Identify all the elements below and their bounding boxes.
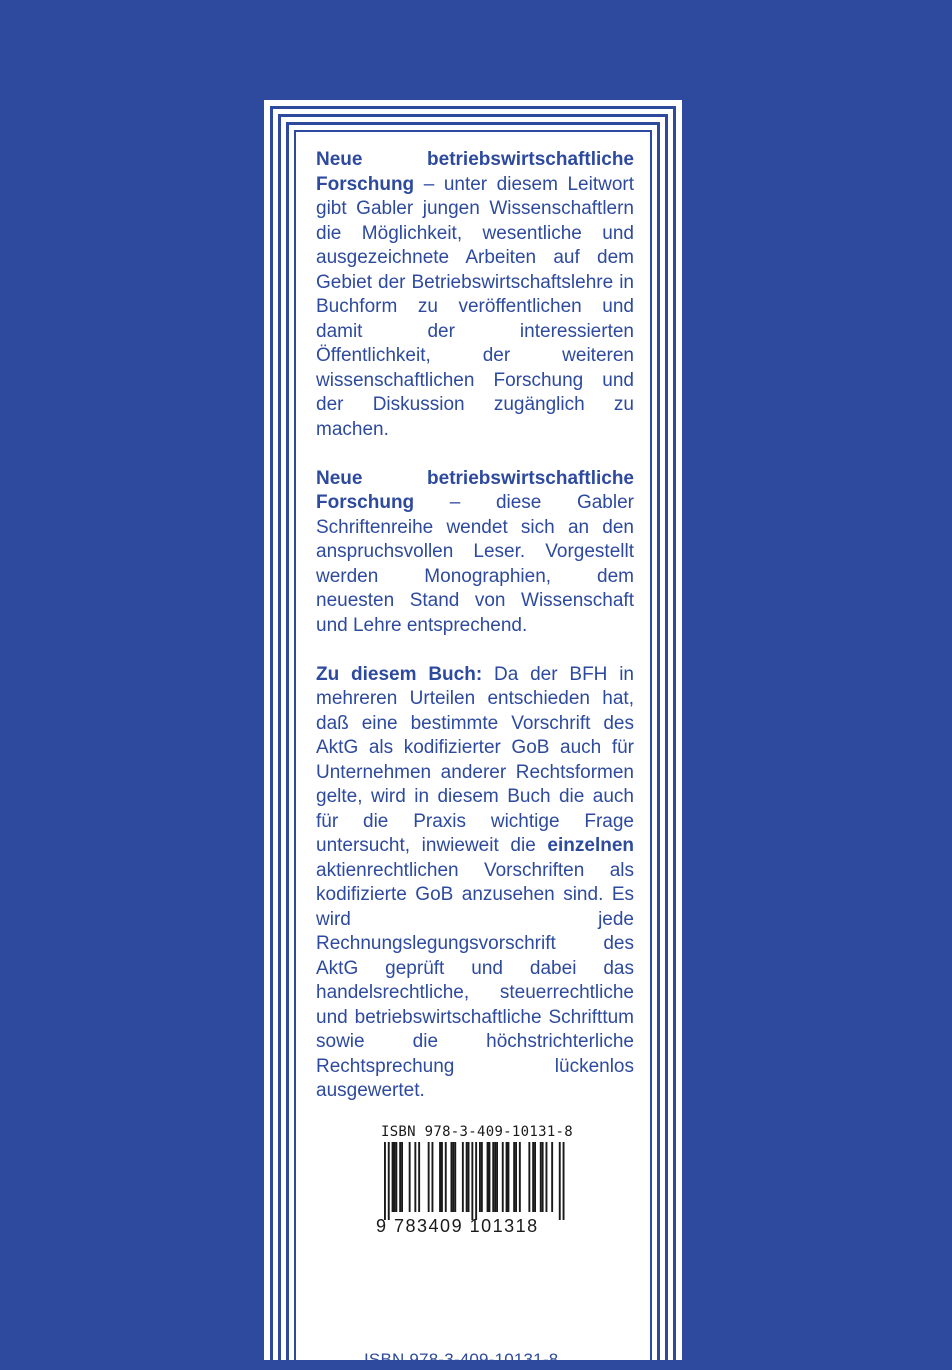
barcode-bar <box>508 1142 510 1212</box>
barcode-bar <box>534 1142 536 1212</box>
series-intro-paragraph <box>316 148 634 442</box>
barcode-bar <box>451 1142 453 1212</box>
barcode-bar <box>492 1142 494 1212</box>
barcode-bar <box>462 1142 464 1212</box>
barcode-bar <box>532 1142 534 1212</box>
cover-panel <box>264 100 682 1369</box>
barcode-bar <box>502 1142 504 1212</box>
barcode-bar <box>418 1142 420 1212</box>
series-title-lead-2: Neue betriebswirtschaftliche Forschung <box>316 467 634 513</box>
barcode-bar <box>414 1142 416 1212</box>
barcode-bar <box>395 1142 397 1212</box>
book-description-paragraph <box>316 663 634 1104</box>
barcode-bar <box>479 1142 481 1212</box>
barcode-bar <box>471 1142 473 1220</box>
barcode-bar <box>394 1142 396 1212</box>
ean-digits: 9 783409 101318 <box>376 1216 539 1236</box>
book-description-body-2: aktienrechtlichen Vorschriften als kodifizierte GoB anzusehen sind. Es wird jede Rechnungslegungsvorschrift des AktG geprüft und dabei das handelsrechtliche, steuerrechtliche und betriebswirtschaftliche Schrifttum sowie die höchstrichterliche Rechtsprechung lückenlos ausgewertet. <box>316 859 634 1101</box>
ean-barcode <box>372 1142 572 1220</box>
barcode-bar <box>513 1142 515 1212</box>
barcode-bar <box>506 1142 508 1212</box>
barcode-bar <box>551 1142 553 1212</box>
barcode-bar <box>466 1142 468 1212</box>
barcode-bar <box>401 1142 403 1212</box>
series-audience-paragraph <box>316 467 634 639</box>
barcode-bar <box>454 1142 456 1212</box>
barcode-bar <box>384 1142 386 1220</box>
barcode-bar <box>481 1142 483 1212</box>
barcode-bar <box>515 1142 517 1212</box>
barcode-bar <box>432 1142 434 1212</box>
barcode-isbn-label: ISBN 978-3-409-10131-8 <box>380 1124 574 1140</box>
barcode-bar <box>428 1142 430 1212</box>
barcode-bar <box>528 1142 530 1212</box>
barcode-bar <box>542 1142 544 1212</box>
barcode-bar <box>409 1142 411 1212</box>
barcode-bar <box>563 1142 565 1220</box>
barcode-block <box>372 1124 582 1237</box>
barcode-bar <box>468 1142 470 1212</box>
isbn-text: ISBN 978-3-409-10131-8 <box>364 1350 559 1369</box>
blurb-text <box>316 148 634 1128</box>
barcode-bar <box>439 1142 441 1212</box>
book-description-body-1: Da der BFH in mehreren Urteilen entschieden hat, daß eine bestimmte Vorschrift des AktG als kodifizierter GoB auch für Unternehmen anderer Rechtsformen gelte, wird in diesem Buch die auch für die Praxis wichtige Frage untersucht, inwieweit die <box>316 663 635 856</box>
series-audience-body: – diese Gabler Schriftenreihe wendet sich an den anspruchsvollen Leser. Vorgestellt werden Monographien, dem neuesten Stand von Wissenschaft und Lehre entsprechend. <box>316 492 634 636</box>
barcode-bar <box>445 1142 447 1212</box>
barcode-bar <box>546 1142 548 1212</box>
series-title-lead: Neue betriebswirtschaftliche Forschung <box>316 149 634 195</box>
barcode-bar <box>452 1142 454 1212</box>
barcode-bar <box>392 1142 394 1212</box>
barcode-bar <box>487 1142 489 1212</box>
barcode-bar <box>388 1142 390 1220</box>
book-description-emphasis: einzelnen <box>547 835 634 856</box>
barcode-bar <box>494 1142 496 1212</box>
barcode-bar <box>540 1142 542 1212</box>
book-description-lead: Zu diesem Buch: <box>316 663 483 685</box>
barcode-bar <box>399 1142 401 1212</box>
barcode-bar <box>441 1142 443 1212</box>
barcode-bar <box>496 1142 498 1212</box>
barcode-bar <box>559 1142 561 1220</box>
barcode-bar <box>475 1142 477 1220</box>
barcode-bar <box>489 1142 491 1212</box>
series-intro-body: – unter diesem Leitwort gibt Gabler jungen Wissenschaftlern die Möglichkeit, wesentliche und ausgezeichnete Arbeiten auf dem Gebiet der Betriebswirtschaftslehre in Buchform zu veröffentlichen und damit der interessierten Öffentlichkeit, der weiteren wissenschaftlichen Forschung und der Diskussion zugänglich zu machen. <box>316 173 634 440</box>
barcode-bar <box>519 1142 521 1212</box>
